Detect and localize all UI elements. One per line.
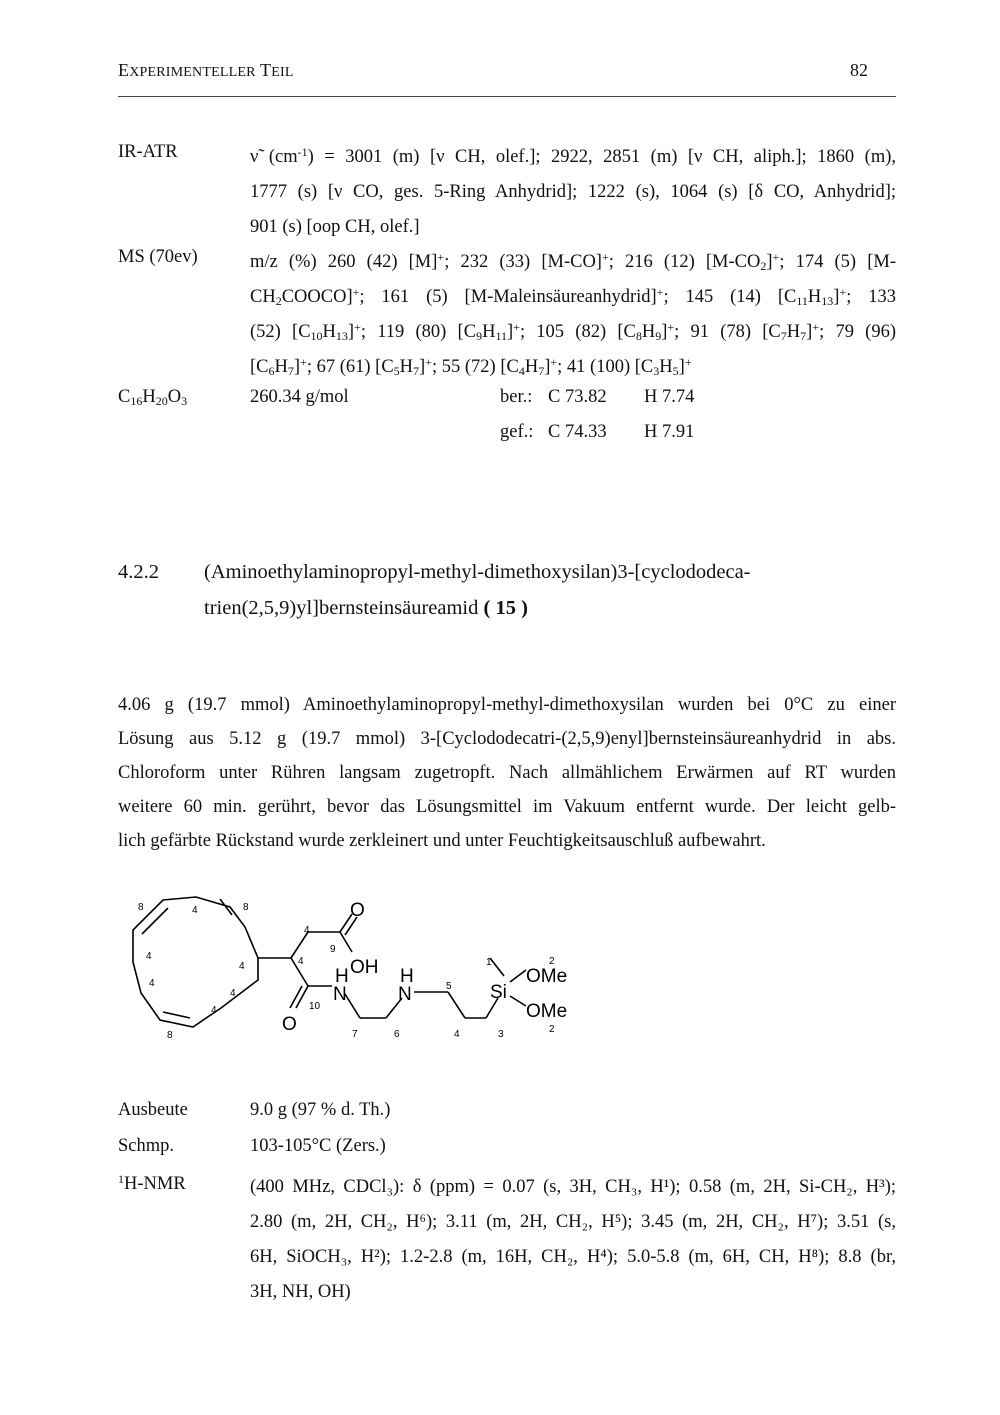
procedure-line: Chloroform unter Rühren langsam zugetropft. Nach allmählichem Erwärmen auf RT wurden — [118, 763, 896, 783]
nmr-line: 3H, NH, OH) — [250, 1282, 351, 1302]
page-header — [118, 58, 896, 97]
atom-nh2-n: N — [398, 984, 412, 1005]
yield-value: 9.0 g (97 % d. Th.) — [250, 1100, 391, 1120]
atom-o-amide: O — [282, 1014, 297, 1035]
found-label: gef.: — [500, 422, 534, 442]
ir-entry — [118, 140, 896, 250]
position-number: 4 — [454, 1029, 460, 1040]
nmr-entry — [118, 1170, 896, 1310]
nmr-label: $^1$H-NMR — [118, 1172, 186, 1194]
procedure-line: weitere 60 min. gerührt, bevor das Lösungsmittel im Vakuum entfernt wurde. Der leicht gelb- — [118, 797, 896, 817]
procedure-line: 4.06 g (19.7 mmol) Aminoethylaminopropyl-methyl-dimethoxysilan wurden bei 0°C zu einer — [118, 695, 896, 715]
position-number: 6 — [394, 1029, 400, 1040]
elemental-analysis — [118, 387, 896, 457]
running-title: EXPERIMENTELLER TEIL — [118, 60, 294, 80]
ms-line-2: $CH_2COOCO]^+$; 161 (5) [M-Maleinsäureanhydrid]+; 145 (14) $[C_{11}H_{13}]^+$; 133 — [250, 285, 897, 308]
yield-label: Ausbeute — [118, 1100, 188, 1120]
molar-mass: 260.34 g/mol — [250, 387, 349, 407]
position-number: 8 — [243, 902, 249, 913]
ir-label: IR-ATR — [118, 142, 178, 162]
atom-ome-2: OMe — [526, 1001, 568, 1022]
ms-line-1: m/z (%) 260 (42) [M]+; 232 (33) [M-CO]+; 216 (12) $[M-CO_2]^+$; 174 (5) [M- — [250, 250, 896, 273]
melting-point-value: 103-105°C (Zers.) — [250, 1136, 386, 1156]
atom-o-acid: O — [350, 900, 365, 921]
melting-point-label: Schmp. — [118, 1136, 175, 1156]
found-h: H 7.91 — [644, 422, 695, 442]
nmr-text — [250, 1170, 896, 1310]
atom-nh2-h: H — [400, 966, 414, 987]
ms-entry — [118, 245, 896, 385]
page-number: 82 — [850, 60, 868, 80]
position-number: 5 — [446, 981, 452, 992]
compound-number: ( 15 ) — [483, 597, 528, 619]
melting-point-entry — [118, 1136, 896, 1171]
section-title: (Aminoethylaminopropyl-methyl-dimethoxysilan)3-[cyclododeca- trien(2,5,9)yl]bernsteinsäureamid ( 15 ) — [204, 561, 751, 619]
procedure-line: lich gefärbte Rückstand wurde zerkleinert und unter Feuchtigkeitsauschluß aufbewahrt. — [118, 831, 766, 851]
procedure-line: Lösung aus 5.12 g (19.7 mmol) 3-[Cyclododecatri-(2,5,9)enyl]bernsteinsäureanhydrid in abs. — [118, 729, 896, 749]
section-number: 4.2.2 — [118, 561, 159, 583]
chemical-structure — [118, 880, 598, 1050]
ir-text — [250, 140, 896, 245]
ms-line-3: (52) $[C_{10}H_{13}]^+$; 119 (80) $[C_9H_{11}]^+$; 105 (82) $[C_8H_9]^+$; 91 (78) $[C_7H_7]^+$; 79 (96) — [250, 320, 897, 343]
ir-line-2: 1777 (s) [ν CO, ges. 5-Ring Anhydrid]; 1222 (s), 1064 (s) [δ CO, Anhydrid]; — [250, 182, 896, 202]
position-number: 3 — [498, 1029, 504, 1040]
ir-line-1: ν̃ $(cm^{-1}) = 3001$ (m) [ν CH, olef.]; 2922, 2851 (m) [ν CH, aliph.]; 1860 (m), — [250, 145, 896, 167]
ms-text — [250, 245, 896, 385]
position-number: 4 — [149, 978, 155, 989]
position-number: 2 — [549, 956, 555, 967]
atom-ome-1: OMe — [526, 966, 568, 987]
calc-label: ber.: — [500, 387, 533, 407]
structure-atoms — [282, 900, 567, 1035]
atom-nh1-h: H — [335, 966, 349, 987]
position-number: 4 — [239, 961, 245, 972]
atom-nh1-n: N — [333, 984, 347, 1005]
position-number: 4 — [192, 905, 198, 916]
atom-oh: OH — [350, 957, 379, 978]
ms-line-4: $[C_6H_7]^+$; 67 (61) $[C_5H_7]^+$; 55 (72) $[C_4H_7]^+$; 41 (100) $[C_3H_5]^+$ — [250, 355, 692, 378]
nmr-line: 2.80 (m, 2H, CH₂, H⁶); 3.11 (m, 2H, CH₂, H⁵); 3.45 (m, 2H, CH₂, H⁷); 3.51 (s, — [250, 1212, 896, 1232]
position-number: 1 — [486, 957, 492, 968]
position-number: 10 — [309, 1001, 321, 1012]
ir-line-3: 901 (s) [oop CH, olef.] — [250, 217, 420, 237]
found-c: C 74.33 — [548, 422, 607, 442]
structure-bonds — [133, 897, 526, 1027]
nmr-line: 6H, SiOCH₃, H²); 1.2-2.8 (m, 16H, CH₂, H⁴); 5.0-5.8 (m, 6H, CH, H⁸); 8.8 (br, — [250, 1247, 896, 1267]
calc-c: C 73.82 — [548, 387, 607, 407]
position-number: 9 — [330, 944, 336, 955]
position-number: 4 — [146, 951, 152, 962]
position-number: 4 — [298, 956, 304, 967]
position-number: 7 — [352, 1029, 358, 1040]
yield-entry — [118, 1100, 896, 1135]
ms-label: MS (70ev) — [118, 247, 198, 267]
molecular-formula: $C_{16}H_{20}O_3$ — [118, 387, 188, 408]
calc-h: H 7.74 — [644, 387, 695, 407]
position-number: 2 — [549, 1024, 555, 1035]
position-number: 4 — [230, 988, 236, 999]
position-number: 4 — [304, 925, 310, 936]
position-number: 8 — [138, 902, 144, 913]
nmr-line: (400 MHz, CDCl₃): δ (ppm) = 0.07 (s, 3H, CH₃, H¹); 0.58 (m, 2H, Si-CH₂, H³); — [250, 1177, 896, 1197]
atom-si: Si — [490, 982, 507, 1003]
position-number: 4 — [211, 1005, 217, 1016]
position-number: 8 — [167, 1030, 173, 1041]
procedure-paragraph — [118, 688, 896, 858]
